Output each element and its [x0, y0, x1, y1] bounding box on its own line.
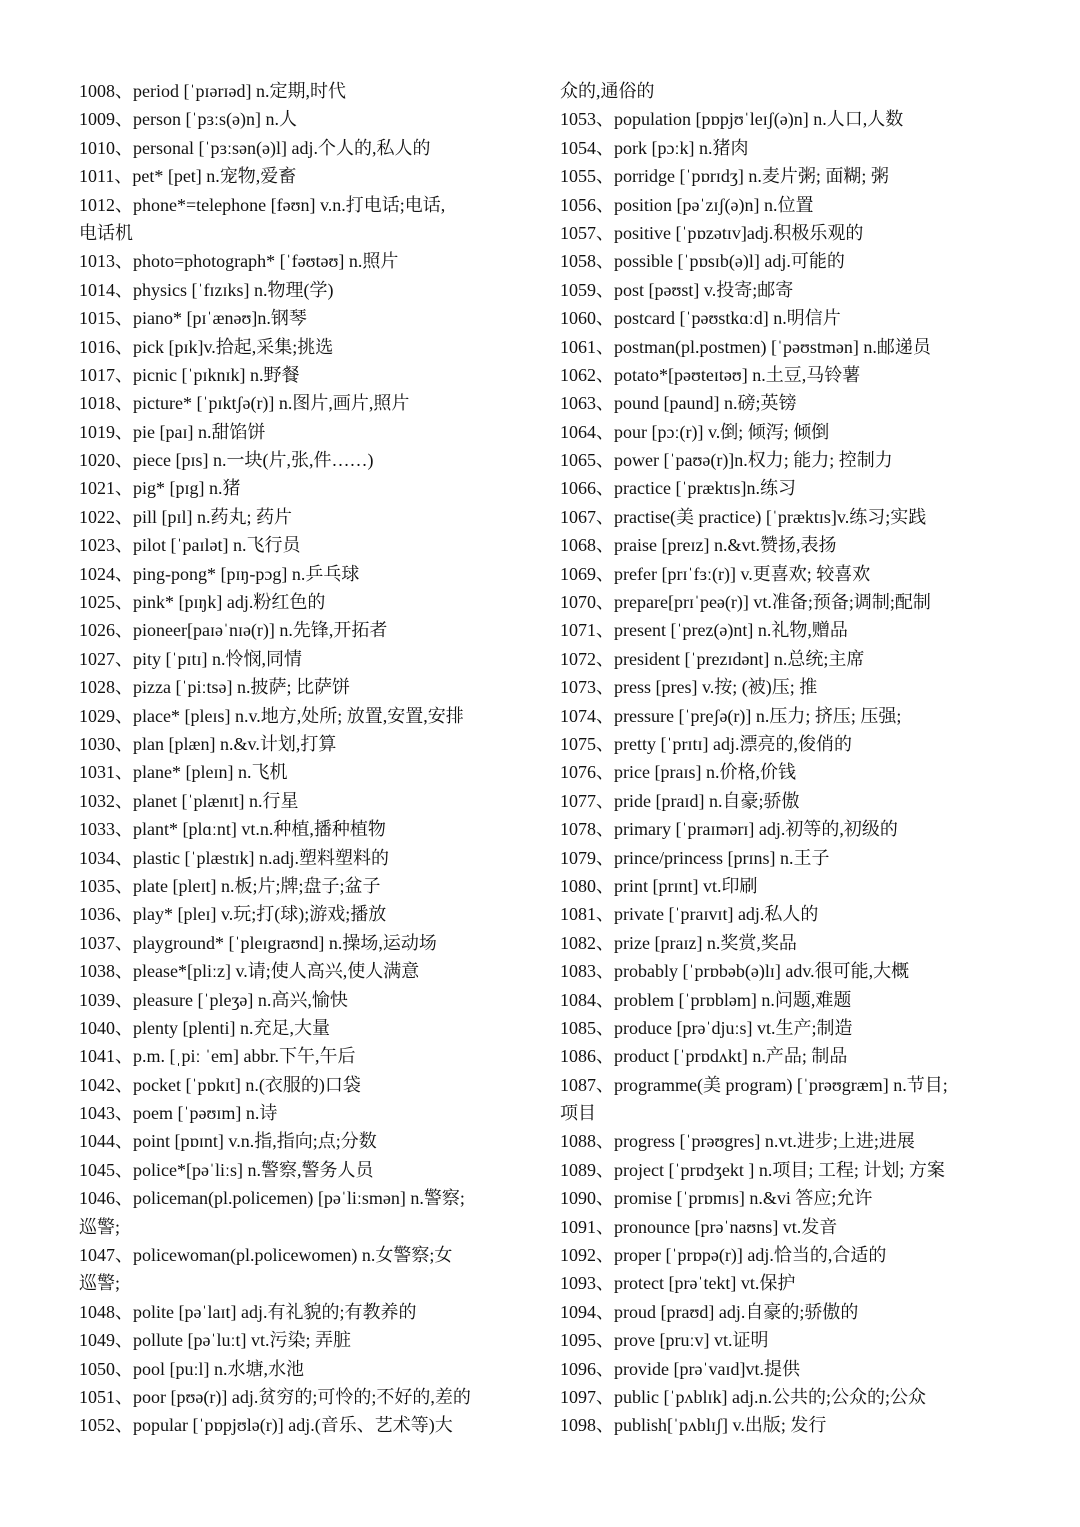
vocab-entry: 1065、power [ˈpaʊə(r)]n.权力; 能力; 控制力: [560, 450, 893, 471]
vocab-entry: 1072、president [ˈprezɪdənt] n.总统;主席: [560, 648, 865, 669]
vocab-entry: 1052、popular [ˈpɒpjʊlə(r)] adj.(音乐、艺术等)大: [79, 1415, 453, 1436]
vocab-entry: 1092、proper [ˈprɒpə(r)] adj.恰当的,合适的: [560, 1245, 887, 1266]
vocab-entry: 1055、porridge [ˈpɒrɪdʒ] n.麦片粥; 面糊; 粥: [560, 166, 889, 187]
vocab-entry: 1071、present [ˈprez(ə)nt] n.礼物,赠品: [560, 620, 848, 641]
vocab-entry: 1078、primary [ˈpraɪmərɪ] adj.初等的,初级的: [560, 819, 898, 840]
vocab-entry: 1024、ping-pong* [pɪŋ-pɔg] n.乒乓球: [79, 563, 360, 584]
vocab-entry: 1019、pie [paɪ] n.甜馅饼: [79, 421, 266, 442]
vocab-entry: 1016、pick [pɪk]v.拾起,采集;挑选: [79, 336, 334, 357]
vocab-entry: 1046、policeman(pl.policemen) [pəˈliːsmən] n.警察;: [79, 1188, 465, 1209]
vocab-entry-continuation: 巡警;: [79, 1216, 121, 1237]
vocab-entry: 1056、position [pəˈzɪʃ(ə)n] n.位置: [560, 194, 814, 215]
vocab-entry: 1040、plenty [plenti] n.充足,大量: [79, 1017, 330, 1038]
vocab-entry: 1058、possible [ˈpɒsɪb(ə)l] adj.可能的: [560, 251, 845, 272]
vocab-entry: 1033、plant* [plɑːnt] vt.n.种植,播种植物: [79, 819, 386, 840]
vocab-entry-continuation: 电话机: [79, 222, 133, 243]
vocab-entry-continuation: 项目: [560, 1103, 596, 1124]
vocab-entry: 1009、person [ˈpɜːs(ə)n] n.人: [79, 109, 298, 130]
vocab-entry: 1095、prove [pruːv] vt.证明: [560, 1330, 769, 1351]
vocab-entry: 1017、picnic [ˈpɪknɪk] n.野餐: [79, 364, 300, 385]
vocab-entry: 1085、produce [prəˈdjuːs] vt.生产;制造: [560, 1017, 853, 1038]
vocab-entry-continuation: 巡警;: [79, 1273, 121, 1294]
vocab-entry: 1022、pill [pɪl] n.药丸; 药片: [79, 506, 292, 527]
vocab-entry: 1051、poor [pʊə(r)] adj.贫穷的;可怜的;不好的,差的: [79, 1386, 471, 1407]
vocab-entry: 1010、personal [ˈpɜːsən(ə)l] adj.个人的,私人的: [79, 137, 431, 158]
vocab-entry: 1013、photo=photograph* [ˈfəʊtəʊ] n.照片: [79, 251, 399, 272]
vocab-entry: 1050、pool [puːl] n.水塘,水池: [79, 1358, 304, 1379]
vocab-entry: 1025、pink* [pɪŋk] adj.粉红色的: [79, 592, 326, 613]
vocab-entry: 1075、pretty [ˈprɪtɪ] adj.漂亮的,俊俏的: [560, 733, 852, 754]
left-column: [79, 77, 527, 1440]
vocab-entry: 1062、potato*[pəʊteɪtəʊ] n.土豆,马铃薯: [560, 364, 861, 385]
vocab-entry: 1097、public [ˈpʌblɪk] adj.n.公共的;公众的;公众: [560, 1386, 926, 1407]
vocab-entry: 1011、pet* [pet] n.宠物,爱畜: [79, 166, 297, 187]
vocab-entry: 1031、plane* [pleɪn] n.飞机: [79, 762, 288, 783]
vocab-entry: 1015、piano* [pɪˈænəʊ]n.钢琴: [79, 308, 307, 329]
vocab-entry: 1068、praise [preɪz] n.&vt.赞扬,表扬: [560, 535, 837, 556]
vocab-entry: 1030、plan [plæn] n.&v.计划,打算: [79, 733, 337, 754]
vocab-entry: 1074、pressure [ˈpreʃə(r)] n.压力; 挤压; 压强;: [560, 705, 902, 726]
vocab-entry: 1028、pizza [ˈpiːtsə] n.披萨; 比萨饼: [79, 677, 350, 698]
vocab-entry: 1035、plate [pleɪt] n.板;片;牌;盘子;盆子: [79, 875, 381, 896]
vocab-entry: 1036、play* [pleɪ] v.玩;打(球);游戏;播放: [79, 904, 387, 925]
vocab-entry: 1045、police*[pəˈliːs] n.警察,警务人员: [79, 1159, 374, 1180]
vocab-entry: 1070、prepare[prɪˈpeə(r)] vt.准备;预备;调制;配制: [560, 592, 931, 613]
vocab-entry: 1084、problem [ˈprɒbləm] n.问题,难题: [560, 989, 852, 1010]
vocab-entry: 1027、pity [ˈpɪtɪ] n.怜悯,同情: [79, 648, 302, 669]
vocab-entry: 1053、population [pɒpjʊˈleɪʃ(ə)n] n.人口,人数: [560, 109, 904, 130]
vocab-entry: 1023、pilot [ˈpaɪlət] n.飞行员: [79, 535, 301, 556]
vocab-entry: 1079、prince/princess [prɪns] n.王子: [560, 847, 830, 868]
vocab-entry: 1090、promise [ˈprɒmɪs] n.&vi 答应;允许: [560, 1188, 873, 1209]
vocab-entry: 1096、provide [prəˈvaɪd]vt.提供: [560, 1358, 800, 1379]
vocab-entry: 1042、pocket [ˈpɒkɪt] n.(衣服的)口袋: [79, 1074, 361, 1095]
vocab-entry: 1029、place* [pleɪs] n.v.地方,处所; 放置,安置,安排: [79, 705, 464, 726]
vocab-entry: 1098、publish[ˈpʌblɪʃ] v.出版; 发行: [560, 1415, 827, 1436]
vocab-entry: 1066、practice [ˈpræktɪs]n.练习: [560, 478, 796, 499]
vocab-entry: 1041、p.m. [ˌpiː ˈem] abbr.下午,午后: [79, 1046, 356, 1067]
vocab-entry: 1043、poem [ˈpəʊɪm] n.诗: [79, 1103, 278, 1124]
vocab-entry: 1060、postcard [ˈpəʊstkɑːd] n.明信片: [560, 308, 841, 329]
vocab-entry: 1089、project [ˈprɒdʒekt ] n.项目; 工程; 计划; 方案: [560, 1159, 945, 1180]
vocab-entry: 1057、positive [ˈpɒzətɪv]adj.积极乐观的: [560, 222, 864, 243]
vocab-entry: 1088、progress [ˈprəʊgres] n.vt.进步;上进;进展: [560, 1131, 915, 1152]
vocab-entry: 1069、prefer [prɪˈfɜː(r)] v.更喜欢; 较喜欢: [560, 563, 871, 584]
vocab-entry: 1008、period [ˈpɪərɪəd] n.定期,时代: [79, 81, 346, 101]
vocab-entry: 1061、postman(pl.postmen) [ˈpəʊstmən] n.邮递员: [560, 336, 931, 357]
vocab-entry: 1018、picture* [ˈpɪktʃə(r)] n.图片,画片,照片: [79, 393, 410, 414]
vocab-entry: 1073、press [pres] v.按; (被)压; 推: [560, 677, 818, 698]
vocab-entry: 1083、probably [ˈprɒbəb(ə)lɪ] adv.很可能,大概: [560, 961, 910, 982]
vocab-entry: 1093、protect [prəˈtekt] vt.保护: [560, 1273, 796, 1294]
vocab-entry: 1081、private [ˈpraɪvɪt] adj.私人的: [560, 904, 819, 925]
vocab-entry: 1012、phone*=telephone [fəʊn] v.n.打电话;电话,: [79, 194, 446, 215]
right-column: [560, 77, 1008, 1440]
vocab-entry: 1021、pig* [pɪg] n.猪: [79, 478, 241, 499]
vocab-entry: 1049、pollute [pəˈluːt] vt.污染; 弄脏: [79, 1330, 351, 1351]
vocab-entry: 1059、post [pəʊst] v.投寄;邮寄: [560, 279, 794, 300]
vocab-entry: 1047、policewoman(pl.policewomen) n.女警察;女: [79, 1245, 453, 1266]
vocab-entry: 1087、programme(美 program) [ˈprəʊgræm] n.节目;: [560, 1074, 948, 1095]
vocab-entry: 1039、pleasure [ˈpleʒə] n.高兴,愉快: [79, 989, 348, 1010]
vocab-entry: 1064、pour [pɔː(r)] v.倒; 倾泻; 倾倒: [560, 421, 830, 442]
vocab-entry: 1086、product [ˈprɒdʌkt] n.产品; 制品: [560, 1046, 848, 1067]
vocab-entry: 1037、playground* [ˈpleɪgraʊnd] n.操场,运动场: [79, 932, 437, 953]
vocab-entry: 1077、pride [praɪd] n.自豪;骄傲: [560, 790, 800, 811]
vocab-entry: 1038、please*[pliːz] v.请;使人高兴,使人满意: [79, 961, 420, 982]
vocab-entry: 1076、price [praɪs] n.价格,价钱: [560, 762, 796, 783]
vocab-entry: 1034、plastic [ˈplæstɪk] n.adj.塑料塑料的: [79, 847, 389, 868]
vocab-entry: 1063、pound [paund] n.磅;英镑: [560, 393, 797, 414]
vocab-entry: 1032、planet [ˈplænɪt] n.行星: [79, 790, 299, 811]
vocab-entry: 1094、proud [praʊd] adj.自豪的;骄傲的: [560, 1301, 859, 1322]
vocab-entry: 1054、pork [pɔːk] n.猪肉: [560, 137, 749, 158]
vocab-entry: 1048、polite [pəˈlaɪt] adj.有礼貌的;有教养的: [79, 1301, 417, 1322]
vocab-entry: 1082、prize [praɪz] n.奖赏,奖品: [560, 932, 797, 953]
vocab-entry: 1091、pronounce [prəˈnaʊns] vt.发音: [560, 1216, 838, 1237]
vocab-entry-continuation: 众的,通俗的: [560, 81, 655, 101]
vocab-entry: 1044、point [pɒɪnt] v.n.指,指向;点;分数: [79, 1131, 377, 1152]
vocab-entry: 1020、piece [pɪs] n.一块(片,张,件……): [79, 450, 374, 471]
vocab-entry: 1026、pioneer[paɪəˈnɪə(r)] n.先锋,开拓者: [79, 620, 388, 641]
vocab-entry: 1067、practise(美 practice) [ˈpræktɪs]v.练习;实践: [560, 506, 927, 527]
vocab-entry: 1080、print [prɪnt] vt.印刷: [560, 875, 758, 896]
vocab-entry: 1014、physics [ˈfɪzɪks] n.物理(学): [79, 279, 334, 300]
